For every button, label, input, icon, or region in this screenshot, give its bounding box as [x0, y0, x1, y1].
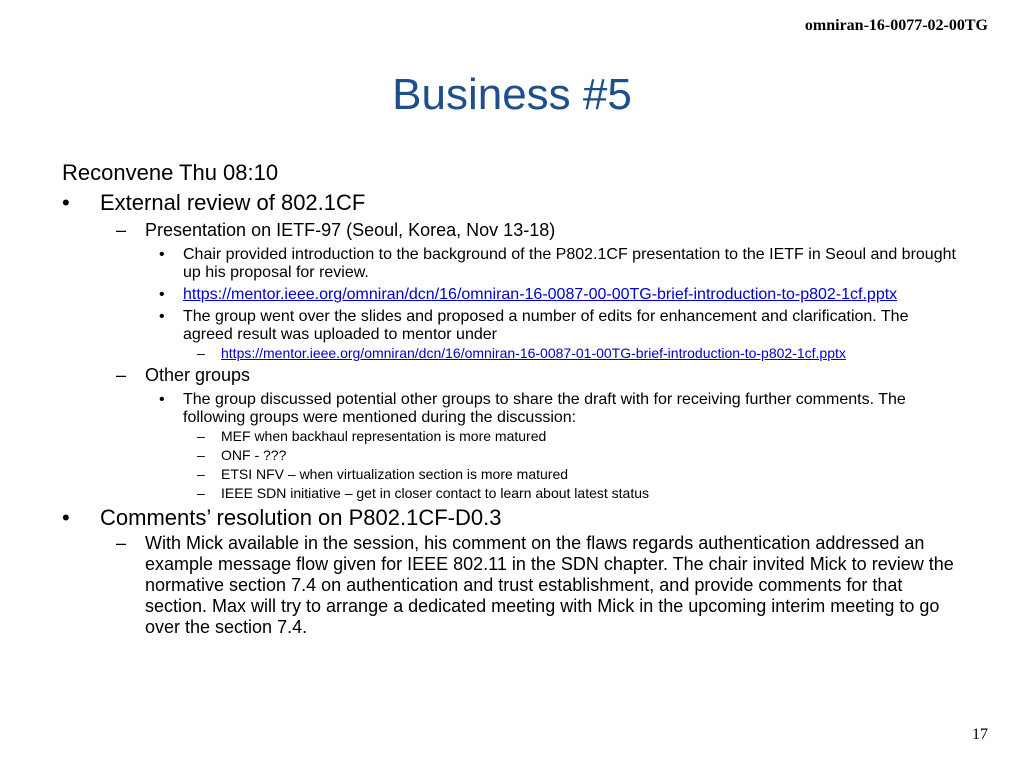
bullet-text: Comments’ resolution on P802.1CF-D0.3 [100, 505, 502, 530]
dash-marker: – [197, 485, 205, 501]
document-id: omniran-16-0077-02-00TG [804, 17, 988, 34]
item-text: ETSI NFV – when virtualization section is more matured [221, 466, 569, 482]
dash-marker: – [116, 220, 127, 240]
item-text: MEF when backhaul representation is more matured [221, 428, 547, 444]
bullet-comments-resolution [62, 503, 962, 533]
item-link-brief-00 [62, 286, 962, 304]
bullet-marker: • [62, 505, 70, 530]
item-link-brief-01 [62, 344, 962, 363]
dash-marker: – [197, 447, 205, 463]
bullet-marker: • [159, 308, 165, 325]
item-onf [62, 446, 962, 465]
dash-marker: – [197, 345, 205, 361]
bullet-marker: • [62, 190, 70, 215]
bullet-external-review [62, 188, 962, 218]
item-chair-intro [62, 246, 962, 282]
item-ietf-presentation [62, 218, 962, 242]
bullet-marker: • [159, 246, 165, 263]
slide-content [62, 158, 962, 638]
dash-marker: – [116, 365, 127, 385]
item-ieee-sdn [62, 484, 962, 503]
item-slides-edits [62, 308, 962, 344]
item-text: IEEE SDN initiative – get in closer contact to learn about latest status [221, 485, 649, 501]
slide-title: Business #5 [392, 70, 632, 119]
item-text: The group went over the slides and proposed a number of edits for enhancement and clarification. The agreed result was uploaded to mentor under [183, 308, 909, 343]
bullet-marker: • [159, 391, 165, 408]
item-text: Chair provided introduction to the background of the P802.1CF presentation to the IETF in Seoul and brought up his proposal for review. [183, 246, 956, 281]
item-etsi [62, 465, 962, 484]
link-brief-introduction-01[interactable]: https://mentor.ieee.org/omniran/dcn/16/omniran-16-0087-01-00TG-brief-introduction-to-p802-1cf.pptx [221, 345, 846, 361]
item-other-groups-desc [62, 391, 962, 427]
dash-marker: – [116, 533, 127, 553]
item-text: With Mick available in the session, his comment on the flaws regards authentication addressed an example message flow given for IEEE 802.11 in the SDN chapter. The chair invited Mick to review the normative section 7.4 on authentication and trust establishment, and provide comments for that section. Max will try to arrange a dedicated meeting with Mick in the upcoming interim meeting to go over the section 7.4. [145, 533, 954, 637]
link-brief-introduction-00[interactable]: https://mentor.ieee.org/omniran/dcn/16/omniran-16-0087-00-00TG-brief-introduction-to-p802-1cf.pptx [183, 286, 898, 303]
item-mef [62, 427, 962, 446]
bullet-text: External review of 802.1CF [100, 190, 366, 215]
item-text: ONF - ??? [221, 447, 287, 463]
page-number: 17 [972, 726, 988, 743]
dash-marker: – [197, 466, 205, 482]
reconvene-line: Reconvene Thu 08:10 [62, 160, 279, 185]
item-text: Other groups [145, 365, 251, 385]
item-text: Presentation on IETF-97 (Seoul, Korea, Nov 13-18) [145, 220, 556, 240]
bullet-marker: • [159, 286, 165, 303]
item-mick-comment [62, 533, 962, 638]
dash-marker: – [197, 428, 205, 444]
item-text: The group discussed potential other groups to share the draft with for receiving further comments. The following groups were mentioned during the discussion: [183, 391, 906, 426]
item-other-groups [62, 363, 962, 387]
